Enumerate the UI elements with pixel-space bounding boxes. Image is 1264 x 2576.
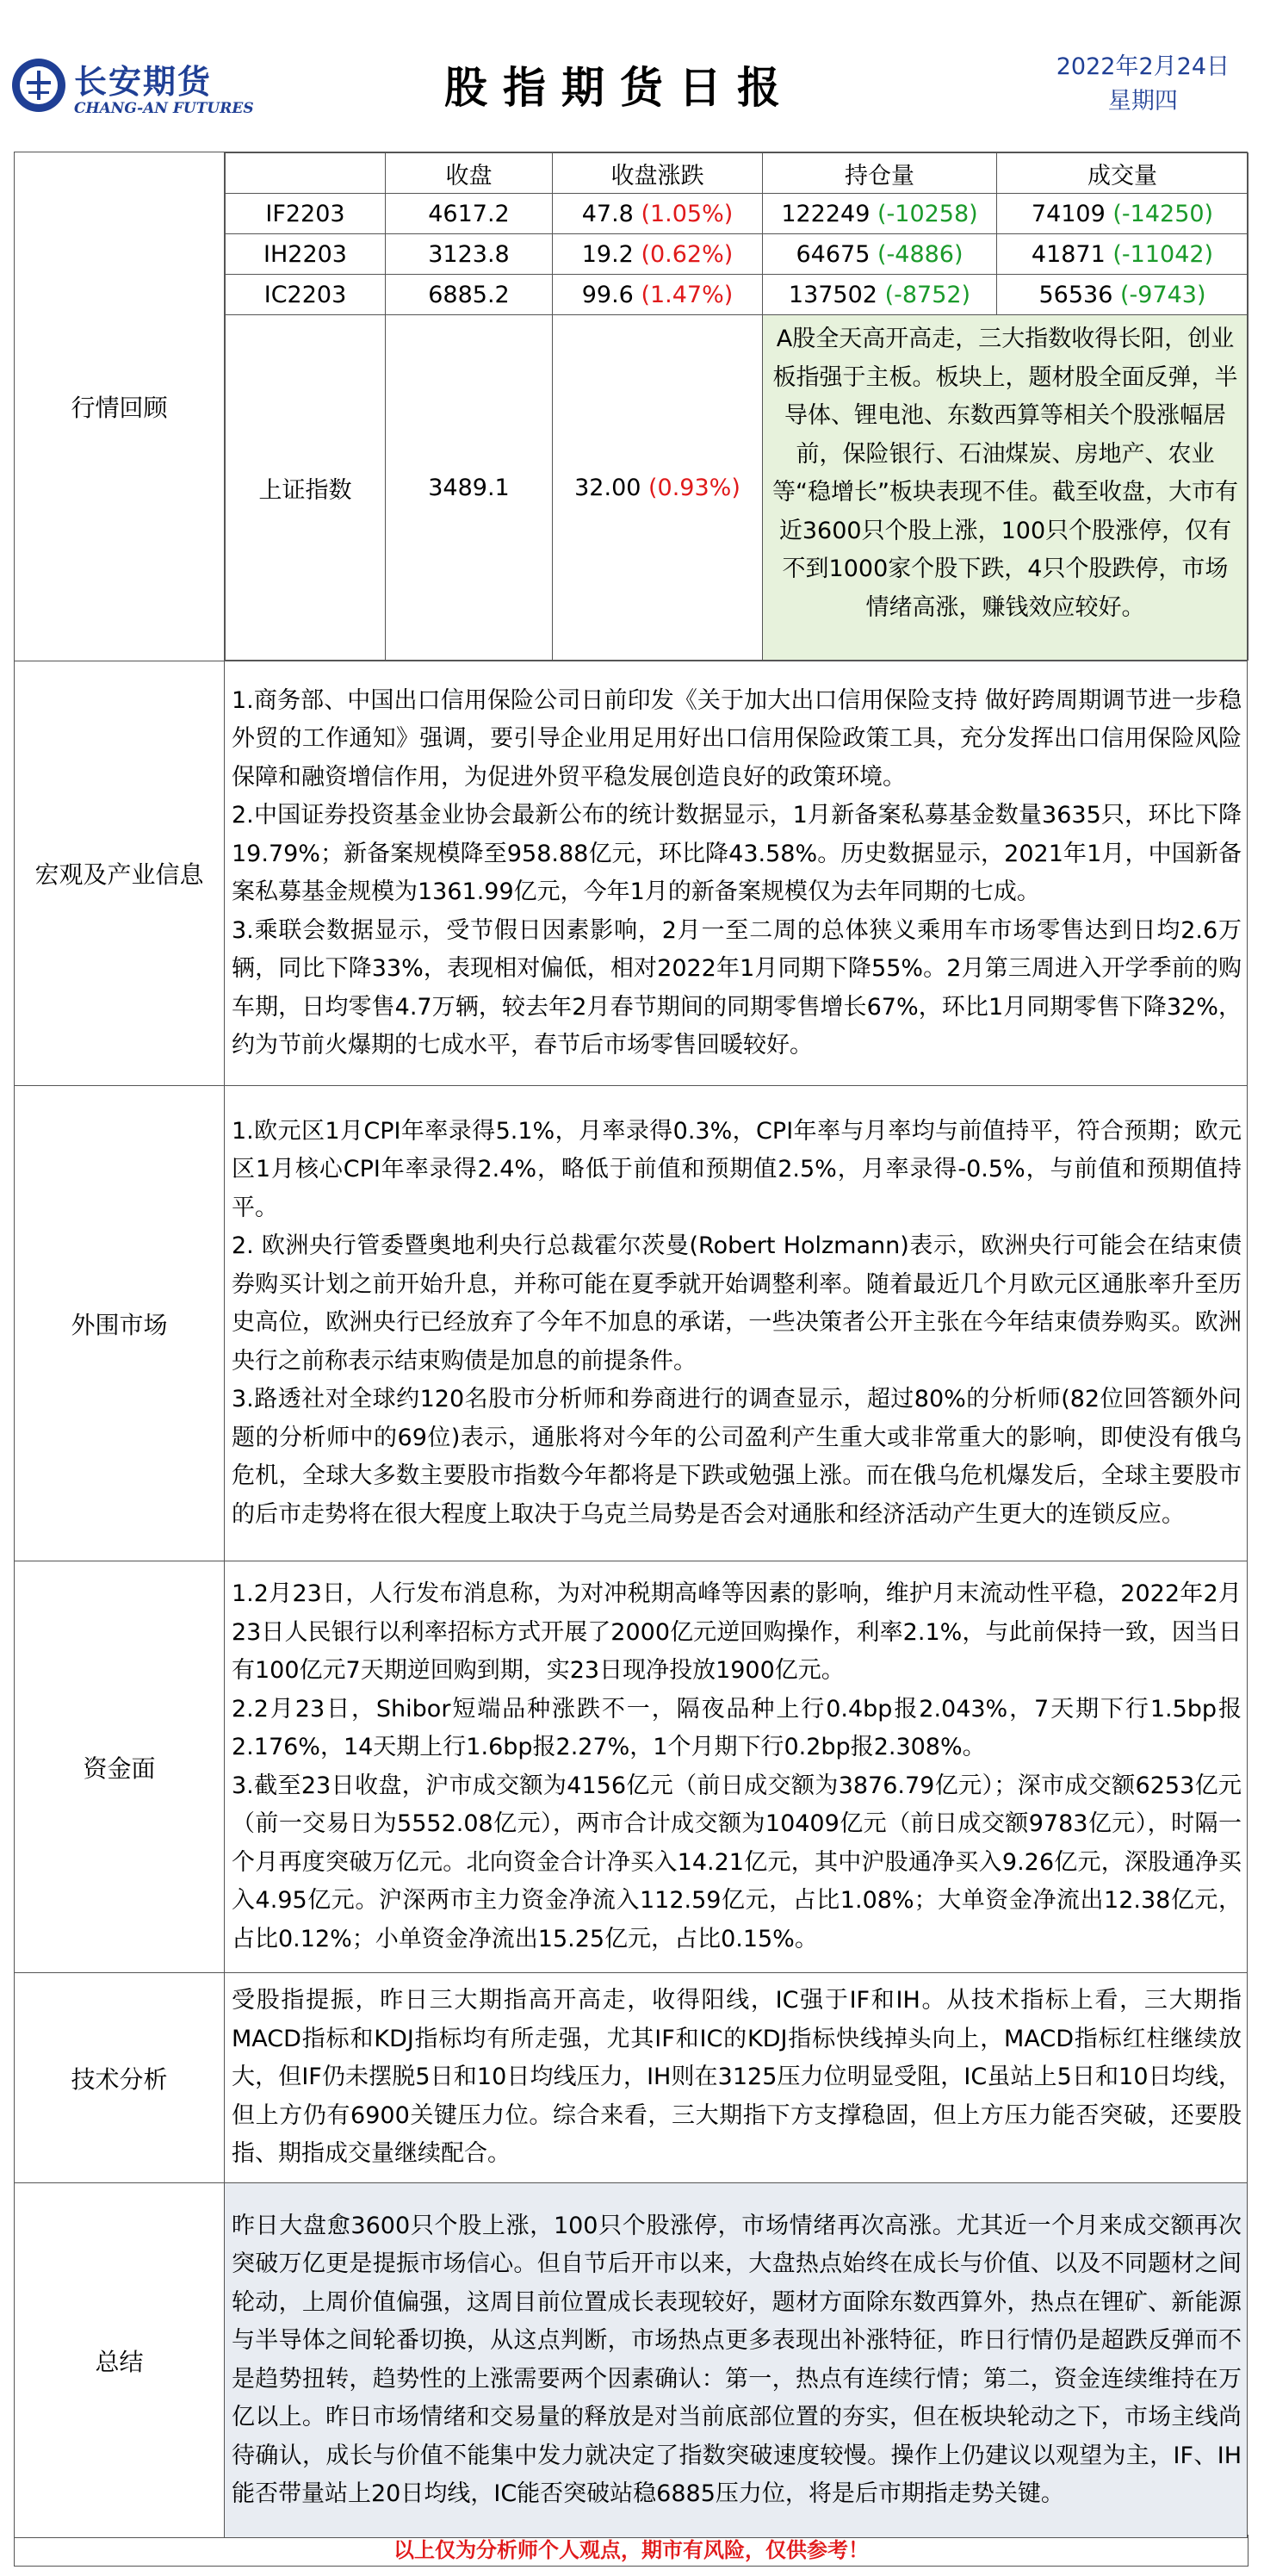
market-review-text: A股全天高开高走，三大指数收得长阳，创业板指强于主板。板块上，题材股全面反弹，半导体、锂电池、东数西算等相关个股涨幅居前，保险银行、石油煤炭、房地产、农业等“稳增长”板块表现不佳。截至收盘，大市有近3600只个股上涨，100只个股涨停，仅有不到1000家个股下跌，4只个股跌停，市场情绪高涨，赚钱效应较好。	[763, 315, 1249, 661]
funds-content	[225, 1561, 1248, 1973]
section-label-funds: 资金面	[15, 1561, 225, 1973]
open-interest: 137502 (-8752)	[763, 275, 997, 315]
section-label-market: 行情回顾	[15, 152, 225, 661]
quotes-header-volume: 成交量	[997, 153, 1249, 194]
close-price: 4617.2	[386, 194, 553, 234]
report-date: 2022年2月24日	[1056, 53, 1230, 80]
logo-emblem-icon	[12, 59, 65, 112]
volume: 41871 (-11042)	[997, 234, 1249, 275]
summary-text: 昨日大盘愈3600只个股上涨，100只个股涨停，市场情绪再次高涨。尤其近一个月来成交额再次突破万亿更是提振市场信心。但自节后开市以来，大盘热点始终在成长与价值、以及不同题材之间轮动，上周价值偏强，这周目前位置成长表现较好，题材方面除东数西算外，热点在锂矿、新能源与半导体之间轮番切换，从这点判断，市场热点更多表现出补涨特征，昨日行情仍是超跌反弹而不是趋势扭转，趋势性的上涨需要两个因素确认：第一，热点有连续行情；第二，资金连续维持在万亿以上。昨日市场情绪和交易量的释放是对当前底部位置的夯实，但在板块轮动之下，市场主线尚待确认，成长与价值不能集中发力就决定了指数突破速度较慢。操作上仍建议以观望为主，IF、IH能否带量站上20日均线，IC能否突破站稳6885压力位，将是后市期指走势关键。	[232, 2212, 1242, 2507]
report-date-block	[1056, 50, 1230, 119]
macro-item-1: 1.商务部、中国出口信用保险公司日前印发《关于加大出口信用保险支持 做好跨周期调节进一步稳外贸的工作通知》强调，要引导企业用足用好出口信用保险政策工具，充分发挥出口信用保险风险保障和融资增信作用，为促进外贸平稳发展创造良好的政策环境。	[232, 686, 1242, 791]
volume: 56536 (-9743)	[997, 275, 1249, 315]
quotes-header-open-interest: 持仓量	[763, 153, 997, 194]
table-row	[226, 234, 1249, 275]
section-macro	[15, 661, 1248, 1086]
page-title: 股指期货日报	[444, 63, 796, 113]
report-header	[0, 0, 1264, 146]
global-content	[225, 1086, 1248, 1561]
section-market	[15, 152, 1248, 661]
price-change: 99.6 (1.47%)	[553, 275, 763, 315]
section-label-summary: 总结	[15, 2183, 225, 2538]
global-item-1: 1.欧元区1月CPI年率录得5.1%，月率录得0.3%，CPI年率与月率均与前值持平，符合预期；欧元区1月核心CPI年率录得2.4%，略低于前值和预期值2.5%，月率录得-0.5%，与前值和预期值持平。	[232, 1117, 1242, 1221]
summary-content	[225, 2183, 1248, 2538]
index-close: 3489.1	[386, 315, 553, 661]
funds-item-3: 3.截至23日收盘，沪市成交额为4156亿元（前日成交额为3876.79亿元）；深市成交额6253亿元（前一交易日为5552.08亿元），两市合计成交额为10409亿元（前日成交额9783亿元），时隔一个月再度突破万亿元。北向资金合计净买入14.21亿元，其中沪股通净买入9.26亿元，深股通净买入4.95亿元。沪深两市主力资金净流入112.59亿元，占比1.08%；大单资金净流出12.38亿元，占比0.12%；小单资金净流出15.25亿元，占比0.15%。	[232, 1772, 1242, 1952]
price-change: 19.2 (0.62%)	[553, 234, 763, 275]
close-price: 3123.8	[386, 234, 553, 275]
funds-item-1: 1.2月23日，人行发布消息称，为对冲税期高峰等因素的影响，维护月末流动性平稳，2022年2月23日人民银行以利率招标方式开展了2000亿元逆回购操作，利率2.1%，与此前保持一致，因当日有100亿元7天期逆回购到期，实23日现净投放1900亿元。	[232, 1580, 1242, 1684]
contract-code: IH2203	[226, 234, 386, 275]
open-interest: 64675 (-4886)	[763, 234, 997, 275]
logo-english-name: CHANG-AN FUTURES	[74, 100, 254, 117]
quotes-header-blank	[226, 153, 386, 194]
index-name: 上证指数	[226, 315, 386, 661]
section-global	[15, 1086, 1248, 1561]
funds-item-2: 2.2月23日，Shibor短端品种涨跌不一，隔夜品种上行0.4bp报2.043%，7天期下行1.5bp报2.176%，14天期上行1.6bp报2.27%，1个月期下行0.2bp报2.308%。	[232, 1695, 1242, 1760]
open-interest: 122249 (-10258)	[763, 194, 997, 234]
quotes-header-change: 收盘涨跌	[553, 153, 763, 194]
report-table	[14, 152, 1248, 2538]
volume: 74109 (-14250)	[997, 194, 1249, 234]
macro-content	[225, 661, 1248, 1086]
section-summary	[15, 2183, 1248, 2538]
price-change: 47.8 (1.05%)	[553, 194, 763, 234]
contract-code: IC2203	[226, 275, 386, 315]
section-label-macro: 宏观及产业信息	[15, 661, 225, 1086]
logo-chinese-name: 长安期货	[74, 63, 213, 101]
disclaimer-footer: 以上仅为分析师个人观点，期市有风险，仅供参考！	[14, 2535, 1249, 2567]
contract-code: IF2203	[226, 194, 386, 234]
global-item-3: 3.路透社对全球约120名股市分析师和券商进行的调查显示，超过80%的分析师(82位回答额外问题的分析师中的69位)表示，通胀将对今年的公司盈利产生重大或非常重大的影响，即使没有俄乌危机，全球大多数主要股市指数今年都将是下跌或勉强上涨。而在俄乌危机爆发后，全球主要股市的后市走势将在很大程度上取决于乌克兰局势是否会对通胀和经济活动产生更大的连锁反应。	[232, 1386, 1242, 1528]
quotes-header-close: 收盘	[386, 153, 553, 194]
section-tech	[15, 1973, 1248, 2183]
index-row	[226, 315, 1249, 661]
section-funds	[15, 1561, 1248, 1973]
company-logo	[12, 52, 254, 138]
section-label-tech: 技术分析	[15, 1973, 225, 2183]
table-row	[226, 275, 1249, 315]
index-change: 32.00 (0.93%)	[553, 315, 763, 661]
section-label-global: 外围市场	[15, 1086, 225, 1561]
global-item-2: 2. 欧洲央行管委暨奥地利央行总裁霍尔茨曼(Robert Holzmann)表示，欧洲央行可能会在结束债券购买计划之前开始升息，并称可能在夏季就开始调整利率。随着最近几个月欧元区通胀率升至历史高位，欧洲央行已经放弃了今年不加息的承诺，一些决策者公开主张在今年结束债券购买。欧洲央行之前称表示结束购债是加息的前提条件。	[232, 1232, 1242, 1375]
report-weekday: 星期四	[1107, 88, 1178, 115]
tech-text: 受股指提振，昨日三大期指高开高走，收得阳线，IC强于IF和IH。从技术指标上看，三大期指MACD指标和KDJ指标均有所走强，尤其IF和IC的KDJ指标快线掉头向上，MACD指标红柱继续放大，但IF仍未摆脱5日和10日均线压力，IH则在3125压力位明显受阻，IC虽站上5日和10日均线，但上方仍有6900关键压力位。综合来看，三大期指下方支撑稳固，但上方压力能否突破，还要股指、期指成交量继续配合。	[232, 1987, 1242, 2168]
close-price: 6885.2	[386, 275, 553, 315]
macro-item-2: 2.中国证券投资基金业协会最新公布的统计数据显示，1月新备案私募基金数量3635只，环比下降19.79%；新备案规模降至958.88亿元，环比降43.58%。历史数据显示，2021年1月，中国新备案私募基金规模为1361.99亿元，今年1月的新备案规模仅为去年同期的七成。	[232, 802, 1242, 905]
tech-content	[225, 1973, 1248, 2183]
quotes-table	[225, 152, 1249, 661]
quotes-header-row	[226, 153, 1249, 194]
macro-item-3: 3.乘联会数据显示，受节假日因素影响，2月一至二周的总体狭义乘用车市场零售达到日均2.6万辆，同比下降33%，表现相对偏低，相对2022年1月同期下降55%。2月第三周进入开学季前的购车期，日均零售4.7万辆，较去年2月春节期间的同期零售增长67%，环比1月同期零售下降32%，约为节前火爆期的七成水平，春节后市场零售回暖较好。	[232, 916, 1242, 1058]
table-row	[226, 194, 1249, 234]
